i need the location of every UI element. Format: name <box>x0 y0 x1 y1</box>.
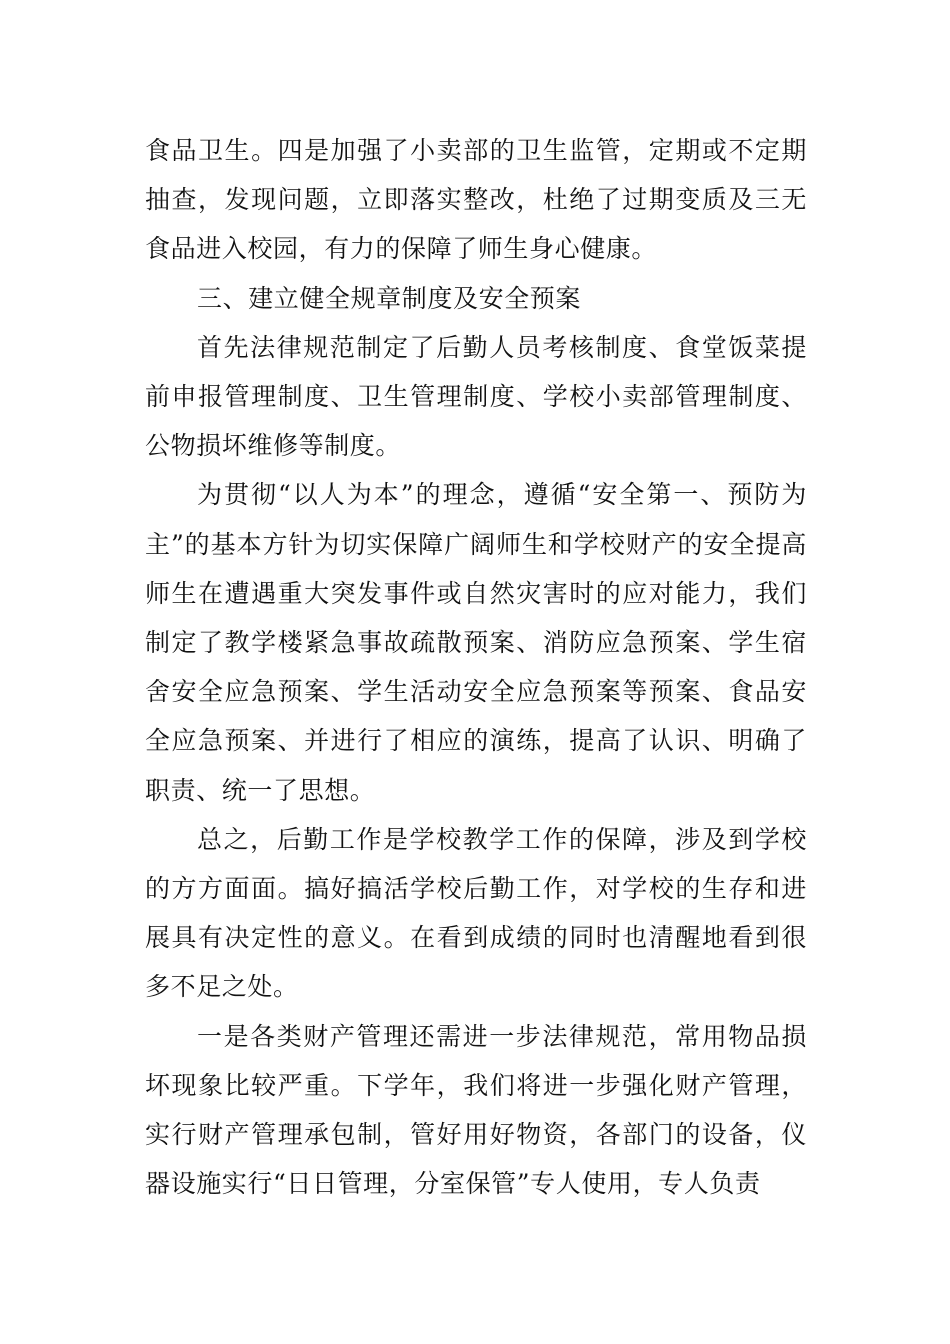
paragraph-food-hygiene: 食品卫生。四是加强了小卖部的卫生监管，定期或不定期抽查，发现问题，立即落实整改，杜绝了过期变质及三无食品进入校园，有力的保障了师生身心健康。 <box>145 136 807 264</box>
paragraph-summary: 总之，后勤工作是学校教学工作的保障，涉及到学校的方方面面。搞好搞活学校后勤工作，对学校的生存和进展具有决定性的意义。在看到成绩的同时也清醒地看到很多不足之处。 <box>145 824 807 1002</box>
paragraph-property-management: 一是各类财产管理还需进一步法律规范，常用物品损坏现象比较严重。下学年，我们将进一步强化财产管理，实行财产管理承包制，管好用好物资，各部门的设备，仪器设施实行“日日管理，分室保管”专人使用，专人负责 <box>145 1021 807 1199</box>
document-body <box>145 126 807 1208</box>
section-heading-rules-and-plans: 三、建立健全规章制度及安全预案 <box>197 283 582 313</box>
paragraph-emergency-plans: 为贯彻“以人为本”的理念，遵循“安全第一、预防为主”的基本方针为切实保障广阔师生和学校财产的安全提高师生在遭遇重大突发事件或自然灾害时的应对能力，我们制定了教学楼紧急事故疏散预案、消防应急预案、学生宿舍安全应急预案、学生活动安全应急预案等预案、食品安全应急预案、并进行了相应的演练，提高了认识、明确了职责、统一了思想。 <box>145 480 807 805</box>
paragraph-management-systems: 首先法律规范制定了后勤人员考核制度、食堂饭菜提前申报管理制度、卫生管理制度、学校小卖部管理制度、公物损坏维修等制度。 <box>145 332 807 461</box>
